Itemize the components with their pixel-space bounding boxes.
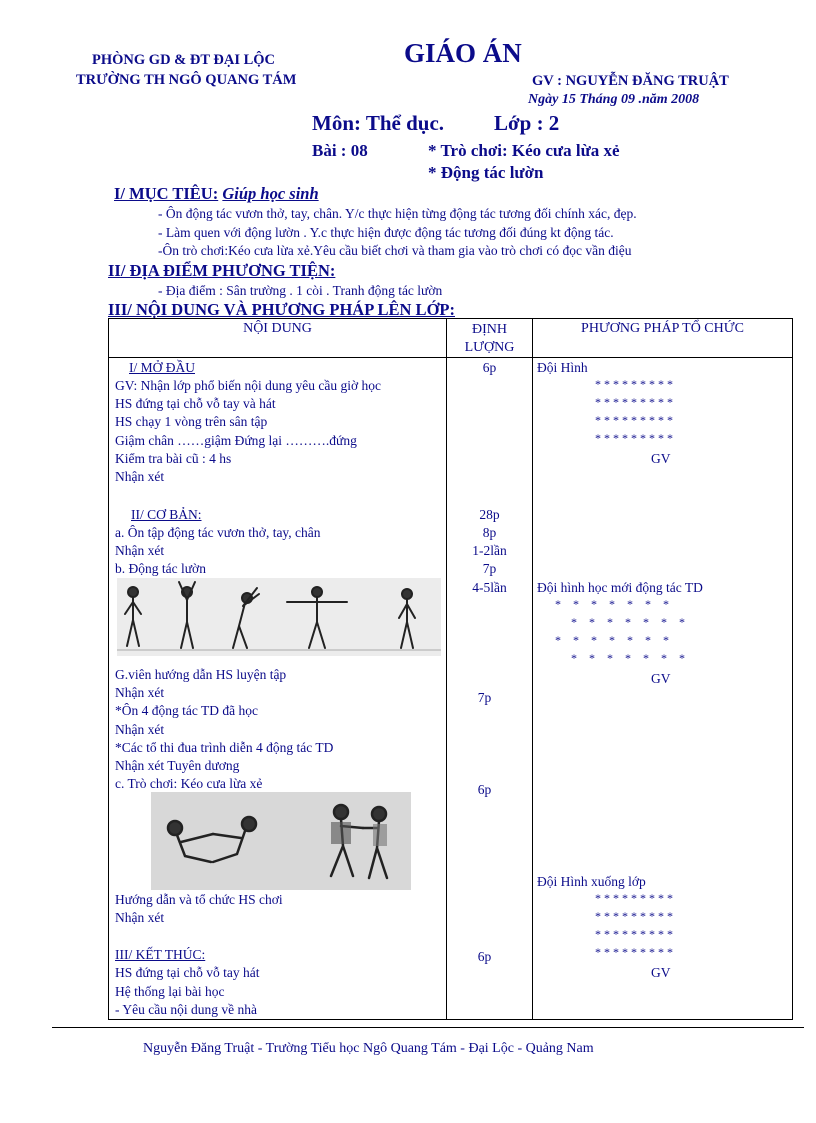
part1-line: GV: Nhận lớp phổ biến nội dung yêu cầu giờ học [115, 378, 381, 393]
part2-line: G.viên hướng dẫn HS luyện tập [115, 667, 287, 682]
lesson-topic-game: * Trò chơi: Kéo cưa lừa xẻ [428, 141, 620, 160]
teacher-position: GV [651, 671, 671, 686]
content-cell [109, 358, 446, 1019]
part2-title: II/ CƠ BẢN: [131, 507, 202, 522]
part3-title: III/ KẾT THÚC: [115, 947, 206, 962]
part1-line: Nhận xét [115, 469, 165, 484]
col-header-amount-line2: LƯỢNG [464, 340, 515, 355]
class-label: Lớp : 2 [494, 111, 560, 135]
side-bend-figures-icon [117, 578, 441, 656]
amount-cell [447, 358, 532, 1019]
part2-line: Nhận xét [115, 722, 165, 737]
footer-text: Nguyễn Đăng Truật - Trường Tiểu học Ngô Quang Tám - Đại Lộc - Quảng Nam [143, 1041, 594, 1056]
part2-amount: 1-2lần [472, 543, 507, 558]
student-row: * * * * * * * [555, 633, 669, 647]
school-name: TRƯỜNG TH NGÔ QUANG TÁM [76, 72, 297, 88]
objectives-heading-label: I/ MỤC TIÊU: [114, 184, 219, 203]
student-row: * * * * * * * * * [595, 377, 673, 391]
student-row: * * * * * * * * * [595, 891, 673, 905]
amount-column [447, 358, 533, 1020]
lesson-number: Bài : 08 [312, 141, 368, 160]
part2-line: Nhận xét Tuyên dương [115, 758, 240, 773]
side-bend-exercise-illustration [117, 578, 441, 656]
student-row: * * * * * * * * * [595, 909, 673, 923]
content-column [109, 358, 447, 1020]
part2-amount: 28p [479, 507, 500, 522]
document-title: GIÁO ÁN [404, 38, 522, 68]
part2-line: Nhận xét [115, 685, 165, 700]
objectives-heading [114, 184, 319, 204]
student-row: * * * * * * * [555, 597, 669, 611]
saw-game-illustration [151, 792, 411, 890]
part1-title: I/ MỞ ĐẦU [129, 360, 195, 375]
footer-divider [52, 1027, 804, 1028]
lesson-table [108, 318, 793, 1020]
part1-amount: 6p [482, 360, 497, 375]
part2-line: *Các tổ thi đua trình diễn 4 động tác TD [115, 740, 334, 755]
objective-item: - Làm quen với động lườn . Y.c thực hiện được động tác tương đối đúng kt động tác. [158, 225, 614, 240]
col-header-content-text: NỘI DUNG [243, 321, 312, 336]
objectives-heading-sub: Giúp học sinh [222, 184, 319, 203]
col-header-content [109, 319, 447, 358]
objective-item: -Ôn trò chơi:Kéo cưa lừa xẻ.Yêu cầu biết chơi và tham gia vào trò chơi có đọc vần điệu [158, 243, 632, 258]
teacher-position: GV [651, 965, 671, 980]
col-header-amount [447, 319, 533, 358]
game-amount: 6p [477, 782, 492, 797]
part1-line: Giậm chân ……giậm Đứng lại ……….đứng [115, 433, 357, 448]
formation-label-new: Đội hình học mới động tác TD [537, 580, 703, 595]
col-header-method [533, 319, 793, 358]
part2-amount: 7p [482, 561, 497, 576]
student-row: * * * * * * * * * [595, 945, 673, 959]
content-heading: III/ NỘI DUNG VÀ PHƯƠNG PHÁP LÊN LỚP: [108, 300, 455, 319]
location-heading: II/ ĐỊA ĐIỂM PHƯƠNG TIỆN: [108, 261, 336, 280]
student-row: * * * * * * * [571, 615, 685, 629]
location-item: - Địa điểm : Sân trường . 1 còi . Tranh động tác lườn [158, 283, 443, 298]
part1-line: HS chạy 1 vòng trên sân tập [115, 414, 268, 429]
formation-label: Đội Hình [537, 360, 588, 375]
objective-item: - Ôn động tác vươn thở, tay, chân. Y/c thực hiện từng động tác tương đối chính xác, đẹp. [158, 206, 637, 221]
part3-line: HS đứng tại chỗ vỗ tay hát [115, 965, 260, 980]
subject-label: Môn: Thể dục. [312, 111, 445, 135]
student-row: * * * * * * * * * [595, 927, 673, 941]
lesson-topic-exercise: * Động tác lườn [428, 163, 544, 182]
part2-nhan-xet: Nhận xét [115, 543, 165, 558]
part1-line: Kiểm tra bài cũ : 4 hs [115, 451, 232, 466]
game-line: Nhận xét [115, 910, 165, 925]
part2-line-b: b. Động tác lườn [115, 561, 206, 576]
game-line: Hướng dẫn và tổ chức HS chơi [115, 892, 283, 907]
part2-line: *Ôn 4 động tác TD đã học [115, 703, 258, 718]
review-amount: 7p [477, 690, 492, 705]
teacher-name: GV : NGUYỄN ĐĂNG TRUẬT [532, 73, 729, 89]
part2-line: c. Trò chơi: Kéo cưa lừa xẻ [115, 776, 263, 791]
method-column [533, 358, 793, 1020]
student-row: * * * * * * * * * [595, 431, 673, 445]
part3-amount: 6p [477, 949, 492, 964]
col-header-method-text: PHƯƠNG PHÁP TỔ CHỨC [581, 321, 744, 336]
col-header-amount-text [447, 319, 532, 357]
part2-amount: 4-5lần [472, 580, 507, 595]
part2-amount: 8p [482, 525, 497, 540]
department-name: PHÒNG GD & ĐT ĐẠI LỘC [92, 52, 276, 68]
formation-label-down: Đội Hình xuống lớp [537, 874, 646, 889]
part3-line: - Yêu cầu nội dung về nhà [115, 1002, 257, 1017]
part1-line: HS đứng tại chỗ vỗ tay và hát [115, 396, 276, 411]
method-cell [533, 358, 792, 1019]
student-row: * * * * * * * * * [595, 395, 673, 409]
lesson-date: Ngày 15 Tháng 09 .năm 2008 [528, 92, 700, 107]
student-row: * * * * * * * [571, 651, 685, 665]
teacher-position: GV [651, 451, 671, 466]
student-row: * * * * * * * * * [595, 413, 673, 427]
part3-line: Hệ thống lại bài học [115, 984, 225, 999]
col-header-amount-line1: ĐỊNH [472, 322, 507, 337]
part2-line-a: a. Ôn tập động tác vươn thở, tay, chân [115, 525, 321, 540]
saw-game-children-icon [151, 792, 411, 890]
